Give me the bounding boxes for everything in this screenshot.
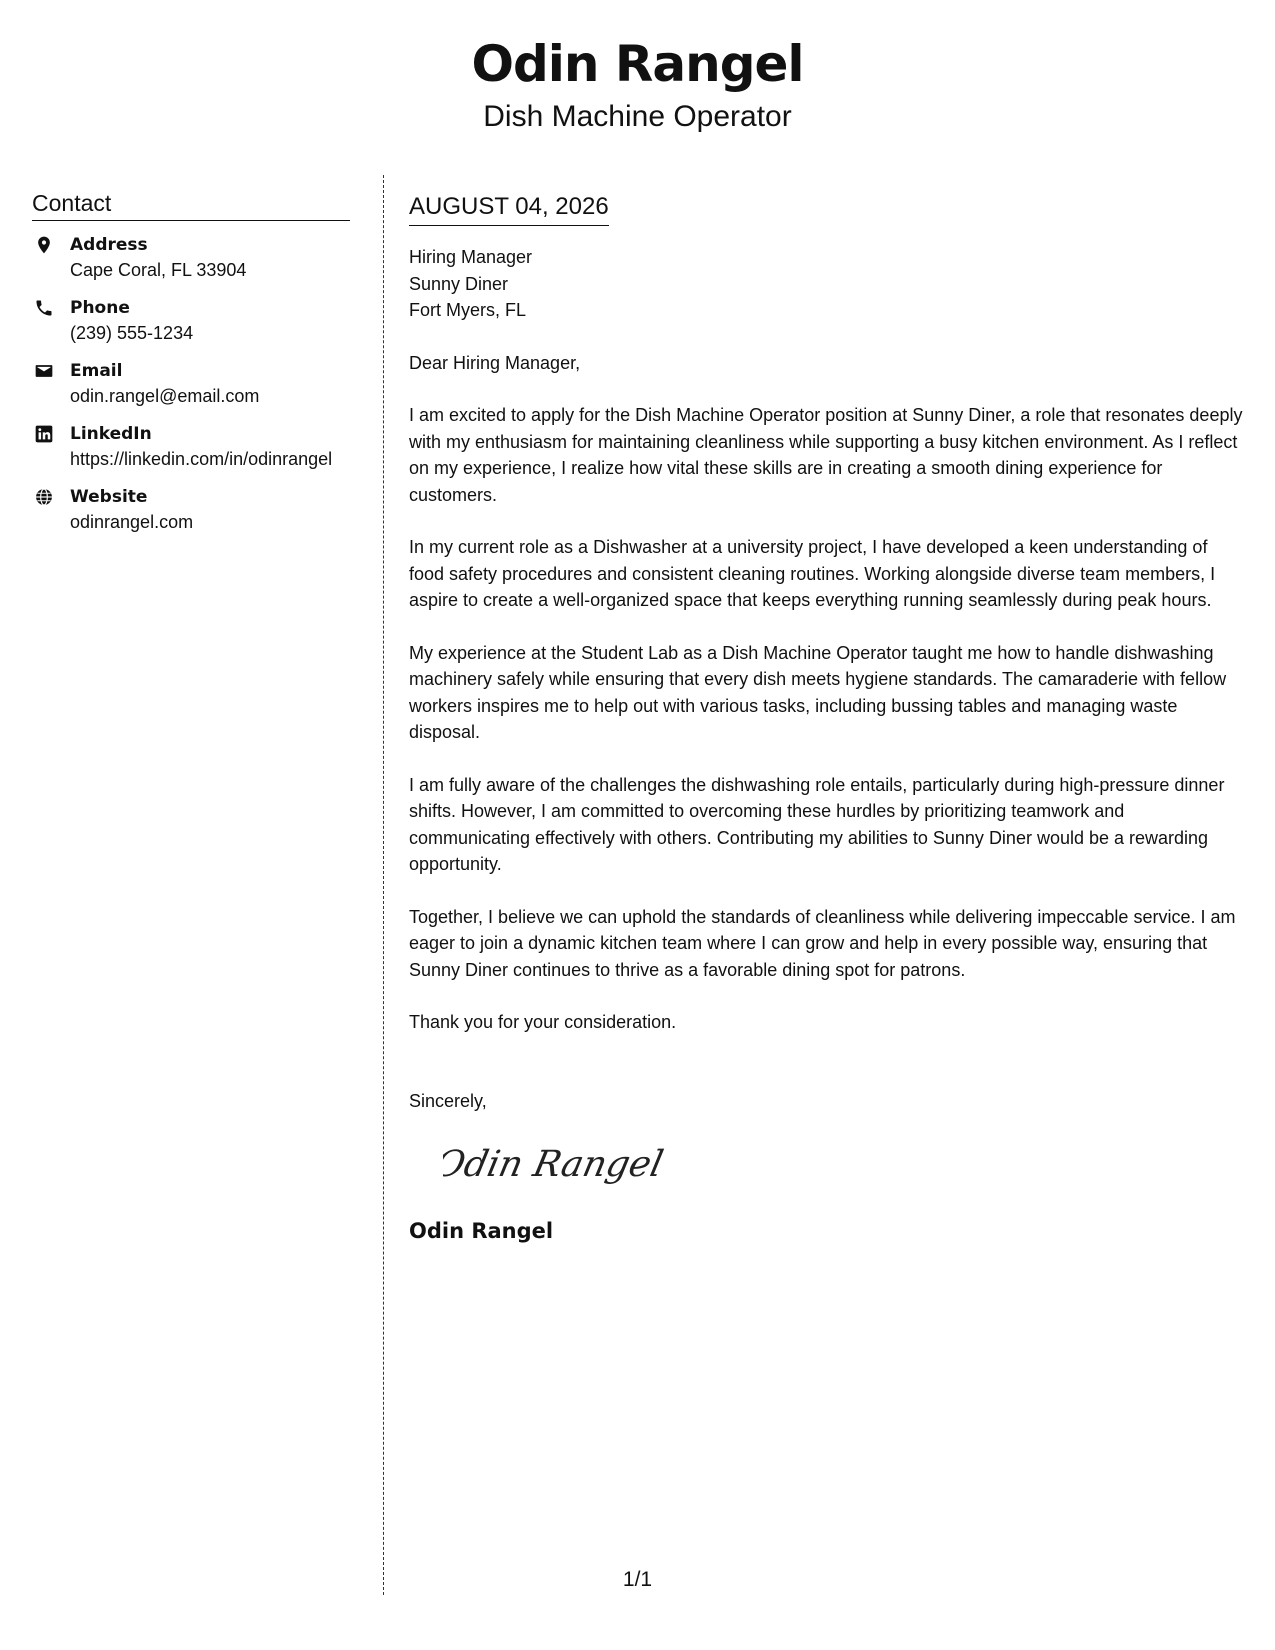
email-label: Email bbox=[70, 361, 123, 381]
website-value: odinrangel.com bbox=[70, 512, 194, 532]
address-value: Cape Coral, FL 33904 bbox=[70, 260, 247, 280]
phone-value: (239) 555-1234 bbox=[70, 323, 194, 343]
linkedin-value: https://linkedin.com/in/odinrangel bbox=[70, 449, 333, 469]
letter-body bbox=[409, 190, 1247, 1246]
contact-website bbox=[32, 485, 350, 535]
job-title: Dish Machine Operator bbox=[483, 100, 792, 133]
recipient-block bbox=[409, 244, 1247, 324]
phone-icon bbox=[34, 298, 54, 318]
page-number: 1/1 bbox=[622, 1568, 653, 1591]
email-value: odin.rangel@email.com bbox=[70, 386, 260, 406]
salutation: Dear Hiring Manager, bbox=[409, 352, 581, 373]
body-paragraph: I am excited to apply for the Dish Machine Operator position at Sunny Diner, a role that resonates deeply with my enthusiasm for maintaining cleanliness while supporting a busy kitchen environment. As I reflect on my experience, I realize how vital these skills are in creating a smooth dining experience for customers. bbox=[409, 405, 1243, 505]
address-label: Address bbox=[70, 235, 148, 255]
recipient-line: Sunny Diner bbox=[409, 273, 509, 294]
letter-date: AUGUST 04, 2026 bbox=[409, 190, 609, 226]
closing: Sincerely, bbox=[409, 1090, 487, 1111]
letter-header bbox=[0, 30, 1275, 136]
contact-email bbox=[32, 359, 350, 409]
contact-heading: Contact bbox=[32, 188, 350, 221]
signature bbox=[443, 1128, 683, 1200]
signature-text: Odin Rangel bbox=[443, 1142, 668, 1185]
body-paragraph: Together, I believe we can uphold the standards of cleanliness while delivering impeccable service. I am eager to join a dynamic kitchen team where I can grow and help in every possible way, ensuring that Sunny Diner continues to thrive as a favorable dining spot for patrons. bbox=[409, 906, 1236, 980]
body-paragraph: My experience at the Student Lab as a Dish Machine Operator taught me how to handle dishwashing machinery safely while ensuring that every dish meets hygiene standards. The camaraderie with fellow workers inspires me to help out with various tasks, including bussing tables and managing waste disposal. bbox=[409, 642, 1227, 742]
contact-phone bbox=[32, 296, 350, 346]
globe-icon bbox=[34, 487, 54, 507]
thanks-line: Thank you for your consideration. bbox=[409, 1012, 677, 1032]
phone-label: Phone bbox=[70, 298, 130, 318]
linkedin-label: LinkedIn bbox=[70, 424, 152, 444]
recipient-line: Fort Myers, FL bbox=[409, 300, 527, 320]
contact-linkedin bbox=[32, 422, 350, 472]
body-paragraph: In my current role as a Dishwasher at a university project, I have developed a keen understanding of food safety procedures and consistent cleaning routines. Working alongside diverse team members, I aspire to create a well-organized space that keeps everything running seamlessly during peak hours. bbox=[409, 537, 1216, 610]
envelope-icon bbox=[34, 361, 54, 381]
recipient-line: Hiring Manager bbox=[409, 247, 533, 267]
contact-address bbox=[32, 233, 350, 283]
map-pin-icon bbox=[34, 235, 54, 255]
contact-sidebar bbox=[32, 188, 350, 548]
applicant-name: Odin Rangel bbox=[471, 35, 804, 93]
signed-name: Odin Rangel bbox=[409, 1218, 554, 1243]
website-label: Website bbox=[70, 487, 148, 507]
body-paragraph: I am fully aware of the challenges the dishwashing role entails, particularly during high-pressure dinner shifts. However, I am committed to overcoming these hurdles by prioritizing teamwork and communicating effectively with others. Contributing my abilities to Sunny Diner would be a rewarding opportunity. bbox=[409, 774, 1225, 874]
linkedin-icon bbox=[34, 424, 54, 444]
column-divider bbox=[383, 175, 384, 1595]
